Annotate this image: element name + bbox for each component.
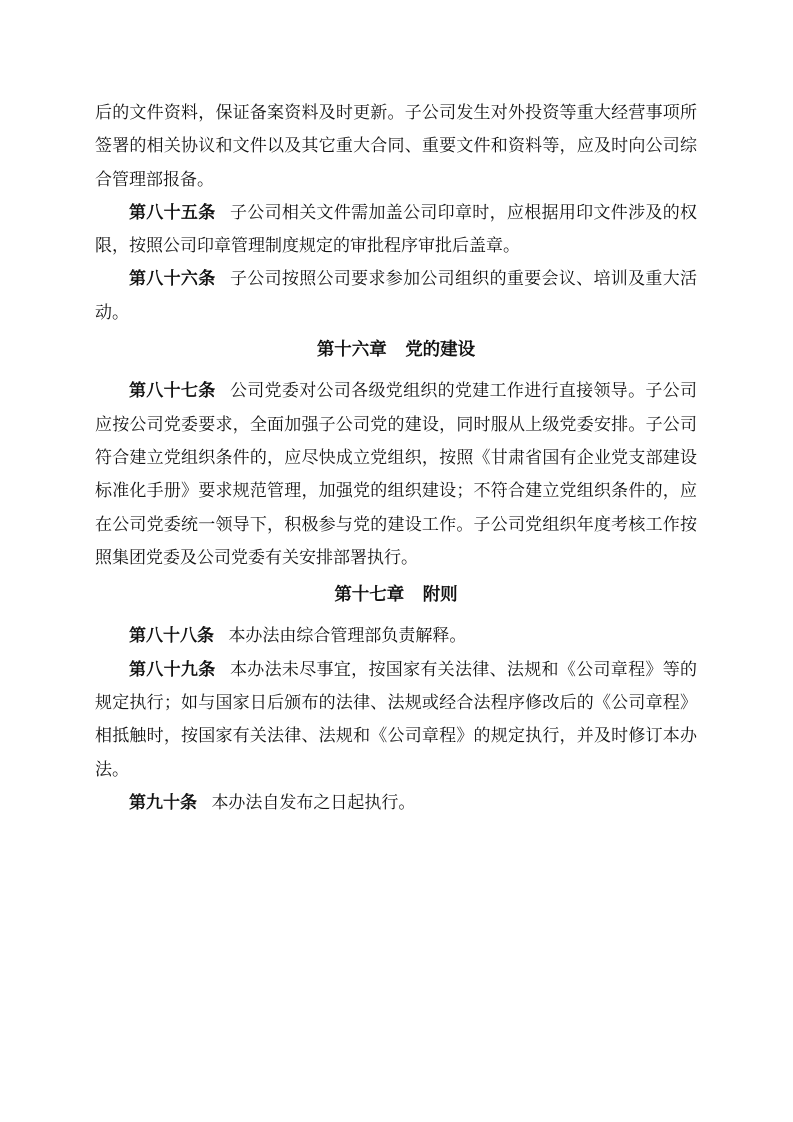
chapter-number: 第十六章 bbox=[316, 339, 387, 360]
document-body bbox=[95, 96, 697, 819]
article-text: 后的文件资料，保证备案资料及时更新。子公司发生对外投资等重大经营事项所签署的相关协议和文件以及其它重大合同、重要文件和资料等，应及时向公司综合管理部报备。 bbox=[95, 103, 697, 189]
article-paragraph bbox=[95, 653, 697, 786]
article-number-label: 第九十条 bbox=[129, 792, 197, 812]
article-text: 本办法未尽事宜，按国家有关法律、法规和《公司章程》等的规定执行；如与国家日后颁布的法律、法规或经合法程序修改后的《公司章程》相抵触时，按国家有关法律、法规和《公司章程》的规定执行，并及时修订本办法。 bbox=[95, 659, 698, 779]
paragraph-continuation bbox=[95, 96, 697, 196]
chapter-heading bbox=[95, 578, 697, 611]
article-paragraph bbox=[95, 196, 697, 263]
article-paragraph bbox=[95, 786, 697, 819]
article-text: 本办法自发布之日起执行。 bbox=[211, 792, 416, 812]
article-text: 公司党委对公司各级党组织的党建工作进行直接领导。子公司应按公司党委要求，全面加强子公司党的建设，同时服从上级党委安排。子公司符合建立党组织条件的，应尽快成立党组织，按照《甘肃省国有企业党支部建设标准化手册》要求规范管理，加强党的组织建设；不符合建立党组织条件的，应在公司党委统一领导下，积极参与党的建设工作。子公司党组织年度考核工作按照集团党委及公司党委有关安排部署执行。 bbox=[95, 381, 698, 567]
article-text: 子公司相关文件需加盖公司印章时，应根据用印文件涉及的权限，按照公司印章管理制度规定的审批程序审批后盖章。 bbox=[95, 202, 698, 256]
article-number-label: 第八十七条 bbox=[129, 381, 216, 401]
article-paragraph bbox=[95, 374, 697, 574]
article-paragraph bbox=[95, 262, 697, 329]
article-number-label: 第八十六条 bbox=[129, 269, 216, 289]
article-paragraph bbox=[95, 619, 697, 652]
article-number-label: 第八十八条 bbox=[129, 626, 214, 646]
article-number-label: 第八十五条 bbox=[129, 202, 216, 222]
article-text: 子公司按照公司要求参加公司组织的重要会议、培训及重大活动。 bbox=[95, 269, 698, 322]
article-text: 本办法由综合管理部负责解释。 bbox=[228, 626, 467, 646]
chapter-number: 第十七章 bbox=[334, 584, 405, 605]
chapter-title: 党的建设 bbox=[405, 339, 476, 360]
chapter-heading bbox=[95, 333, 697, 366]
chapter-title: 附则 bbox=[422, 584, 458, 605]
article-number-label: 第八十九条 bbox=[129, 659, 216, 679]
